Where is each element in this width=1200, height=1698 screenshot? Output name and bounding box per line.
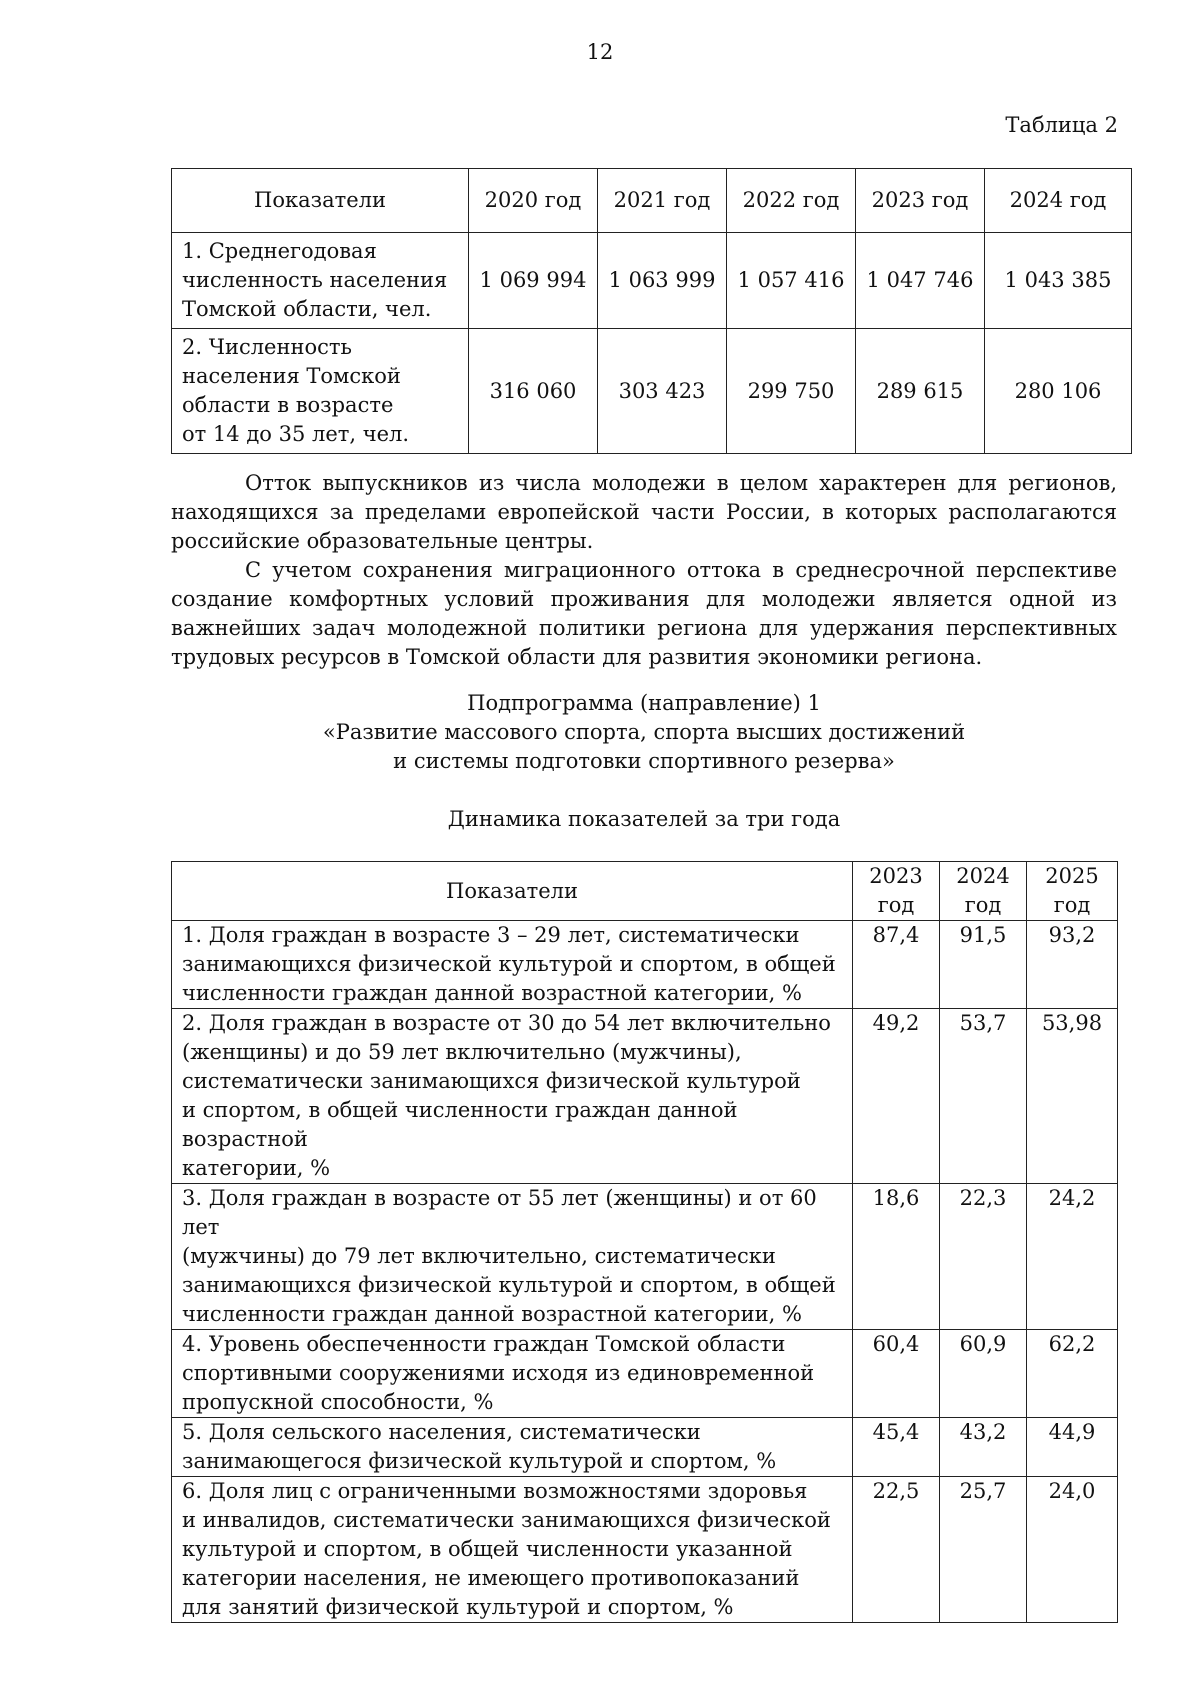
value-cell: 44,9 bbox=[1027, 1418, 1118, 1477]
indicators-body bbox=[172, 921, 1118, 1623]
label-line: и спортом, в общей численности граждан данной возрастной bbox=[182, 1098, 738, 1151]
value-cell: 316 060 bbox=[469, 329, 598, 454]
paragraph-text: С учетом сохранения миграционного оттока в среднесрочной перспективе создание комфортных условий проживания для молодежи является одной из важнейших задач молодежной политики региона для удержания перспективных трудовых ресурсов в Томской области для развития экономики региона. bbox=[171, 558, 1117, 669]
value-cell: 60,9 bbox=[940, 1330, 1027, 1418]
header-cell: 2022 год bbox=[727, 169, 856, 233]
header-cell: 2023 год bbox=[856, 169, 985, 233]
year-unit: год bbox=[964, 893, 1002, 917]
table-row bbox=[172, 233, 1132, 329]
value-cell: 1 047 746 bbox=[856, 233, 985, 329]
label-line: 2. Доля граждан в возрасте от 30 до 54 лет включительно bbox=[182, 1011, 831, 1035]
label-line: (женщины) и до 59 лет включительно (мужчины), bbox=[182, 1040, 742, 1064]
value-cell: 22,5 bbox=[853, 1477, 940, 1623]
table-header-row bbox=[172, 169, 1132, 233]
value-cell: 53,7 bbox=[940, 1009, 1027, 1184]
value-cell: 1 057 416 bbox=[727, 233, 856, 329]
row-label bbox=[172, 1477, 853, 1623]
page-number: 12 bbox=[586, 40, 614, 64]
row-label bbox=[172, 1009, 853, 1184]
label-line: 6. Доля лиц с ограниченными возможностями здоровья bbox=[182, 1479, 808, 1503]
label-line: 3. Доля граждан в возрасте от 55 лет (женщины) и от 60 лет bbox=[182, 1186, 817, 1239]
row-label bbox=[172, 233, 469, 329]
label-line: 4. Уровень обеспеченности граждан Томской области bbox=[182, 1332, 786, 1356]
value-cell: 303 423 bbox=[598, 329, 727, 454]
value-cell: 93,2 bbox=[1027, 921, 1118, 1009]
header-cell: 2021 год bbox=[598, 169, 727, 233]
dynamics-title: Динамика показателей за три года bbox=[447, 807, 841, 831]
row-label bbox=[172, 329, 469, 454]
label-line: занимающихся физической культурой и спортом, в общей bbox=[182, 1273, 836, 1297]
year-label: 2023 bbox=[869, 864, 923, 888]
header-cell: Показатели bbox=[172, 862, 853, 921]
value-cell: 24,0 bbox=[1027, 1477, 1118, 1623]
label-line: культурой и спортом, в общей численности указанной bbox=[182, 1537, 793, 1561]
table-caption: Таблица 2 bbox=[1005, 113, 1118, 137]
label-line: Томской области, чел. bbox=[182, 297, 432, 321]
table-row bbox=[172, 329, 1132, 454]
label-line: населения Томской bbox=[182, 364, 401, 388]
label-line: численность населения bbox=[182, 268, 448, 292]
row-label bbox=[172, 1418, 853, 1477]
value-cell: 87,4 bbox=[853, 921, 940, 1009]
value-cell: 24,2 bbox=[1027, 1184, 1118, 1330]
label-line: численности граждан данной возрастной категории, % bbox=[182, 981, 802, 1005]
header-cell bbox=[1027, 862, 1118, 921]
label-line: занимающегося физической культурой и спортом, % bbox=[182, 1449, 777, 1473]
value-cell: 299 750 bbox=[727, 329, 856, 454]
population-table bbox=[171, 168, 1132, 454]
value-cell: 91,5 bbox=[940, 921, 1027, 1009]
table-row bbox=[172, 1477, 1118, 1623]
label-line: категории населения, не имеющего противопоказаний bbox=[182, 1566, 800, 1590]
subprogram-heading bbox=[171, 689, 1117, 776]
header-cell: 2024 год bbox=[985, 169, 1132, 233]
paragraph-text: Отток выпускников из числа молодежи в целом характерен для регионов, находящихся за пределами европейской части России, в которых располагаются российские образовательные центры. bbox=[171, 471, 1117, 553]
label-line: занимающихся физической культурой и спортом, в общей bbox=[182, 952, 836, 976]
label-line: систематически занимающихся физической культурой bbox=[182, 1069, 801, 1093]
year-unit: год bbox=[1053, 893, 1091, 917]
heading-line: Подпрограмма (направление) 1 bbox=[467, 691, 821, 715]
row-label bbox=[172, 1184, 853, 1330]
year-label: 2025 bbox=[1045, 864, 1099, 888]
value-cell: 62,2 bbox=[1027, 1330, 1118, 1418]
header-cell: 2020 год bbox=[469, 169, 598, 233]
table-row bbox=[172, 1418, 1118, 1477]
label-line: 1. Среднегодовая bbox=[182, 239, 377, 263]
value-cell: 60,4 bbox=[853, 1330, 940, 1418]
label-line: 2. Численность bbox=[182, 335, 352, 359]
label-line: 5. Доля сельского населения, систематически bbox=[182, 1420, 701, 1444]
value-cell: 25,7 bbox=[940, 1477, 1027, 1623]
value-cell: 289 615 bbox=[856, 329, 985, 454]
value-cell: 1 063 999 bbox=[598, 233, 727, 329]
value-cell: 1 043 385 bbox=[985, 233, 1132, 329]
paragraph bbox=[171, 556, 1117, 672]
label-line: (мужчины) до 79 лет включительно, систематически bbox=[182, 1244, 776, 1268]
heading-line: и системы подготовки спортивного резерва» bbox=[393, 749, 895, 773]
label-line: области в возрасте bbox=[182, 393, 394, 417]
label-line: категории, % bbox=[182, 1156, 331, 1180]
value-cell: 53,98 bbox=[1027, 1009, 1118, 1184]
label-line: для занятий физической культурой и спортом, % bbox=[182, 1595, 734, 1619]
label-line: и инвалидов, систематически занимающихся физической bbox=[182, 1508, 831, 1532]
value-cell: 22,3 bbox=[940, 1184, 1027, 1330]
value-cell: 280 106 bbox=[985, 329, 1132, 454]
table-row bbox=[172, 921, 1118, 1009]
value-cell: 45,4 bbox=[853, 1418, 940, 1477]
header-cell bbox=[940, 862, 1027, 921]
value-cell: 18,6 bbox=[853, 1184, 940, 1330]
heading-line: «Развитие массового спорта, спорта высших достижений bbox=[322, 720, 966, 744]
table-row bbox=[172, 1184, 1118, 1330]
value-cell: 49,2 bbox=[853, 1009, 940, 1184]
row-label bbox=[172, 921, 853, 1009]
year-unit: год bbox=[877, 893, 915, 917]
value-cell: 43,2 bbox=[940, 1418, 1027, 1477]
table-header-row bbox=[172, 862, 1118, 921]
table-row bbox=[172, 1009, 1118, 1184]
label-line: от 14 до 35 лет, чел. bbox=[182, 422, 410, 446]
value-cell: 1 069 994 bbox=[469, 233, 598, 329]
table-row bbox=[172, 1330, 1118, 1418]
label-line: пропускной способности, % bbox=[182, 1390, 494, 1414]
paragraph bbox=[171, 469, 1117, 556]
year-label: 2024 bbox=[956, 864, 1010, 888]
label-line: численности граждан данной возрастной категории, % bbox=[182, 1302, 802, 1326]
row-label bbox=[172, 1330, 853, 1418]
label-line: спортивными сооружениями исходя из единовременной bbox=[182, 1361, 815, 1385]
indicators-table bbox=[171, 861, 1118, 1623]
header-cell: Показатели bbox=[172, 169, 469, 233]
header-cell bbox=[853, 862, 940, 921]
label-line: 1. Доля граждан в возрасте 3 – 29 лет, систематически bbox=[182, 923, 800, 947]
